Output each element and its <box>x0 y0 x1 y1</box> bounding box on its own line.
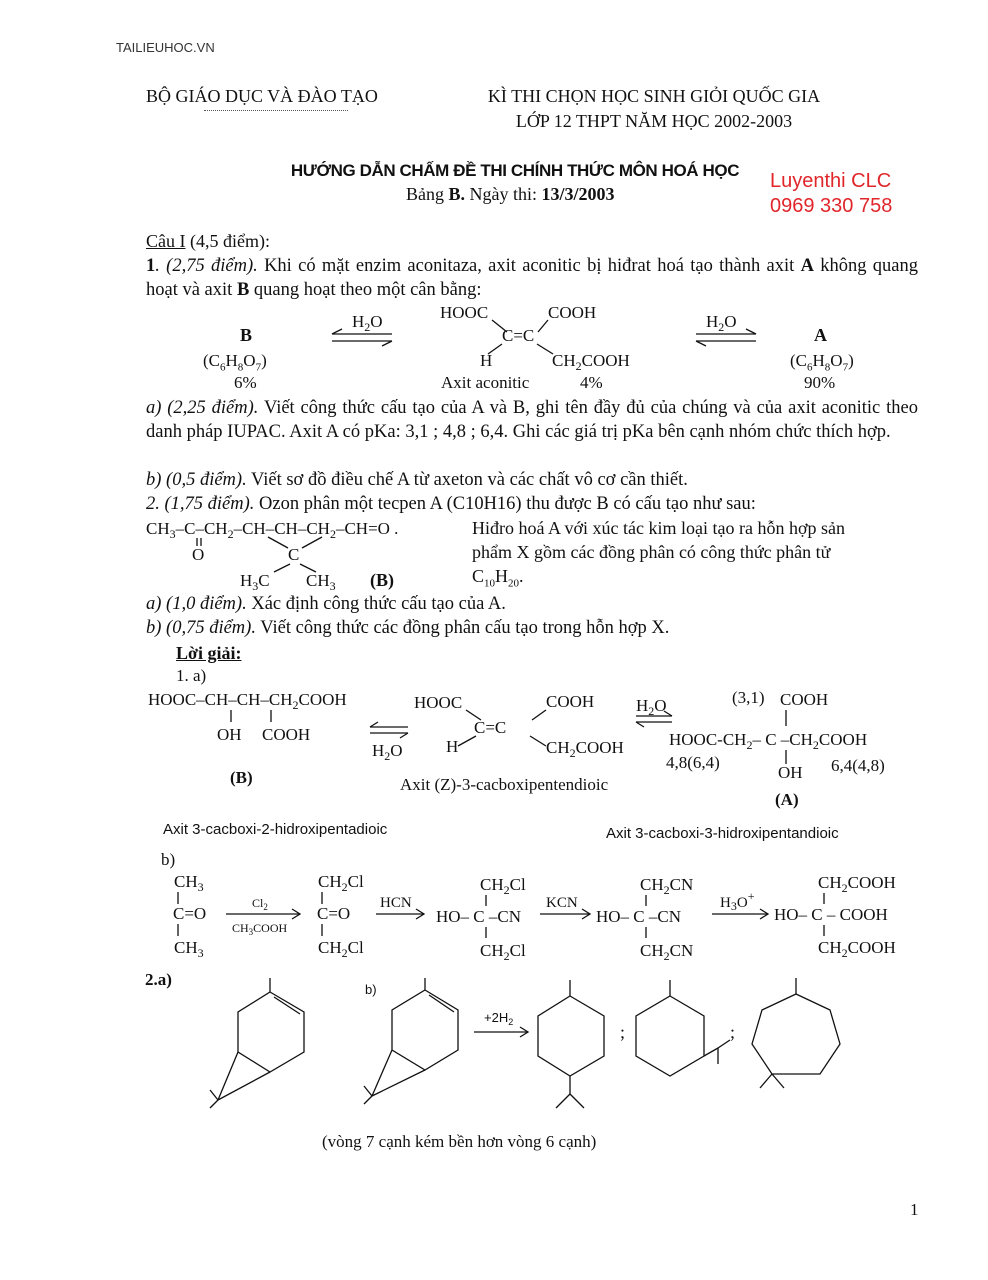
svg-text:CH3: $CH_3$ <box>174 938 204 960</box>
site-label: TAILIEUHOC.VN <box>116 40 215 55</box>
svg-text:CH3–C–CH2–CH–CH–CH2–CH=O .: $CH_3-C-CH_2-CH-CH-CH_2-CH=O$ . <box>146 519 399 541</box>
solution-heading: Lời giải: <box>176 643 242 663</box>
A-iupac-name: Axit 3-cacboxi-3-hidroxipentandioic <box>606 825 839 842</box>
eq-A-formula: $(C_6H_8O_7)$ <box>790 351 854 374</box>
svg-text:HOOC-CH2– C –CH2COOH: HOOC-$CH_2-$ C $-CH_2COOH$ <box>669 730 868 752</box>
solution-part2a: 2.a) <box>145 970 172 989</box>
terpene-A-structure-b <box>364 978 458 1104</box>
svg-text:HCN: HCN <box>380 895 412 911</box>
part1-text-b: không quang hoạt và axit <box>146 256 918 300</box>
subtitle-bang: B. <box>448 184 466 204</box>
part2-side-line1: Hiđro hoá A với xúc tác kim loại tạo ra hỗn hợp sản <box>472 518 845 538</box>
eq-water-left: $H_2O$ <box>352 312 383 334</box>
svg-text:OH: OH <box>778 763 803 782</box>
pka-value-1: (3,1) <box>732 688 765 707</box>
part2-text: Ozon phân một tecpen A (C10H16) thu được B có cấu tạo như sau: <box>254 494 756 514</box>
part2-points: 2. (1,75 điểm). <box>146 494 255 514</box>
svg-text:+2H2: $+2H_2$ <box>484 1010 514 1027</box>
part2b-points: b) (0,75 điểm). <box>146 618 256 638</box>
eq-aconitic-percent: 4% <box>580 373 603 392</box>
svg-text:OH: OH <box>217 725 242 744</box>
watermark-line2: 0969 330 758 <box>770 195 893 217</box>
part1-B: B <box>236 280 250 300</box>
svg-text:CH2Cl: $CH_2Cl$ <box>480 875 526 897</box>
svg-text:H: H <box>480 351 493 370</box>
arrow-kcn <box>540 895 590 919</box>
svg-text:CH2COOH: $CH_2COOH$ <box>818 938 896 960</box>
pka-value-2: 4,8(6,4) <box>666 753 720 772</box>
solution-part2b: b) <box>365 982 377 997</box>
arrow-hydrogenation <box>474 1010 528 1037</box>
subtitle-mid: Ngày thi: <box>465 184 542 204</box>
part2b-text: Viết công thức các đồng phân cấu tạo trong hỗn hợp X. <box>255 618 670 638</box>
solution-eq-arrow-left <box>370 722 408 763</box>
structure-A-solution <box>669 690 867 782</box>
tricyano-compound <box>596 875 693 963</box>
svg-text:CH2CN: $CH_2CN$ <box>640 941 694 963</box>
svg-text:CH2COOH: $CH_2COOH$ <box>818 873 896 895</box>
citric-acid <box>774 873 896 960</box>
eq-aconitic-label: Axit aconitic <box>441 373 530 392</box>
dichloroacetone <box>317 872 364 960</box>
part-b-text: Viết sơ đồ điều chế A từ axeton và các chất vô cơ cần thiết. <box>246 470 688 490</box>
svg-text:CH2COOH: $CH_2COOH$ <box>552 351 630 373</box>
aconitic-iupac-name: Axit (Z)-3-cacboxipentendioic <box>400 775 609 794</box>
svg-text:C=O: C=O <box>173 904 207 923</box>
eq-B-percent: 6% <box>234 373 257 392</box>
svg-text:CH2Cl: $CH_2Cl$ <box>480 941 526 963</box>
part1-text-a: Khi có mặt enzim aconitaza, axit aconitic bị hiđrat hoá tạo thành axit <box>257 256 801 276</box>
aconitic-structure-question <box>440 303 630 373</box>
separator-1: ; <box>620 1022 626 1042</box>
ministry-name: BỘ GIÁO DỤC VÀ ĐÀO TẠO <box>146 86 378 106</box>
menthane-structure <box>538 980 604 1108</box>
svg-text:HO– C – COOH: HO– C – COOH <box>774 905 888 924</box>
svg-text:HOOC: HOOC <box>440 303 489 322</box>
svg-text:C=C: C=C <box>474 718 507 737</box>
subtitle-prefix: Bảng <box>406 184 449 204</box>
solution-eq-arrow-right <box>636 696 672 727</box>
svg-text:CH2Cl: $CH_2Cl$ <box>318 938 364 960</box>
B-iupac-name: Axit 3-cacboxi-2-hidroxipentadioic <box>163 821 388 838</box>
svg-text:COOH: COOH <box>548 303 597 322</box>
svg-text:C: C <box>288 545 300 564</box>
eq-water-right: $H_2O$ <box>706 312 737 334</box>
page-number: 1 <box>910 1200 919 1219</box>
exam-name: KÌ THI CHỌN HỌC SINH GIỎI QUỐC GIA <box>487 86 821 106</box>
document-title: HƯỚNG DẪN CHẤM ĐỀ THI CHÍNH THỨC MÔN HOÁ HỌC <box>290 161 740 180</box>
svg-text:HO– C –CN: HO– C –CN <box>436 907 522 926</box>
svg-text:CH3COOH: $CH_3COOH$ <box>232 921 288 937</box>
eq-A-label: A <box>814 325 827 345</box>
svg-text:H3O+: $H_3O^+$ <box>720 889 755 913</box>
watermark-line1: Luyenthi CLC <box>770 170 892 192</box>
cyanohydrin-dichloro <box>436 875 526 963</box>
svg-text:CH3: $CH_3$ <box>306 571 336 593</box>
part-b-points: b) (0,5 điểm). <box>146 470 247 490</box>
part2a-text: Xác định công thức cấu tạo của A. <box>246 594 506 614</box>
subtitle-date: 13/3/2003 <box>541 184 615 204</box>
svg-text:Cl2: $Cl_2$ <box>252 896 268 912</box>
ring-stability-note: (vòng 7 cạnh kém bền hơn vòng 6 cạnh) <box>322 1132 597 1151</box>
pka-value-3: 6,4(4,8) <box>831 756 885 775</box>
part2-side-line3: $C_{10}H_{20}$. <box>472 566 524 590</box>
svg-text:COOH: COOH <box>780 690 829 709</box>
solution-part1a: 1. a) <box>176 666 207 685</box>
eq-arrow-right <box>696 312 756 346</box>
eq-B-label: B <box>240 325 253 345</box>
arrow-cl2 <box>226 896 300 937</box>
svg-text:H2O: $H_2O$ <box>636 696 667 718</box>
part-a-points: a) (2,25 điểm). <box>146 398 259 418</box>
question-label: Câu I <box>146 231 186 251</box>
svg-text:COOH: COOH <box>546 692 595 711</box>
part2-side-line2: phẩm X gồm các đồng phân có công thức phân tử <box>472 542 831 562</box>
svg-text:CH2COOH: $CH_2COOH$ <box>546 738 624 760</box>
svg-text:HOOC: HOOC <box>414 693 463 712</box>
arrow-h3o <box>712 889 768 919</box>
solution-A-label: (A) <box>775 790 799 809</box>
eq-B-formula: $(C_6H_8O_7)$ <box>203 351 267 374</box>
acetone <box>173 872 206 960</box>
question-points: (4,5 điểm): <box>185 231 270 251</box>
part1-A: A <box>800 256 814 276</box>
aconitic-structure-solution <box>414 692 624 760</box>
exam-grade-year: LỚP 12 THPT NĂM HỌC 2002-2003 <box>515 111 793 131</box>
part-a-text: Viết công thức cấu tạo của A và B, ghi tên đầy đủ của chúng và của axit aconitic theo danh pháp IUPAC. Axit A có pKa: 3,1 ; 4,8 ; 6,4. Ghi các giá trị pKa bên cạnh nhóm chức thích hợp. <box>146 398 918 442</box>
svg-text:C=O: C=O <box>317 904 351 923</box>
part1-number: 1 <box>146 256 156 276</box>
svg-text:(B): (B) <box>370 570 394 590</box>
part2a-points: a) (1,0 điểm). <box>146 594 247 614</box>
ozonolysis-product-B <box>146 519 398 593</box>
svg-text:KCN: KCN <box>546 895 578 911</box>
svg-text:H: H <box>446 737 459 756</box>
solution-part1b: b) <box>161 850 176 869</box>
svg-text:H2O: $H_2O$ <box>372 741 403 763</box>
solution-B-label: (B) <box>230 768 253 787</box>
separator-2: ; <box>730 1022 736 1042</box>
svg-text:CH2CN: $CH_2CN$ <box>640 875 694 897</box>
eq-A-percent: 90% <box>804 373 836 392</box>
svg-text:CH3: $CH_3$ <box>174 872 204 894</box>
svg-text:HO– C –CN: HO– C –CN <box>596 907 682 926</box>
svg-text:CH2Cl: $CH_2Cl$ <box>318 872 364 894</box>
svg-text:H3C: $H_3C$ <box>240 571 270 593</box>
part1-points: . (2,75 điểm). <box>155 256 258 276</box>
cycloheptane-structure <box>752 978 840 1088</box>
part1-text-c: quang hoạt theo một cân bằng: <box>249 280 482 300</box>
svg-text:C=C: C=C <box>502 326 535 345</box>
meta-menthane-structure <box>636 980 730 1076</box>
arrow-hcn <box>376 895 424 919</box>
svg-text:COOH: COOH <box>262 725 311 744</box>
eq-arrow-left <box>332 312 392 346</box>
terpene-A-structure <box>210 978 304 1108</box>
svg-text:HOOC–CH–CH–CH2COOH: HOOC–$CH-CH-CH_2COOH$ <box>148 690 347 712</box>
svg-text:O: O <box>192 545 205 564</box>
structure-B-solution <box>148 690 347 744</box>
